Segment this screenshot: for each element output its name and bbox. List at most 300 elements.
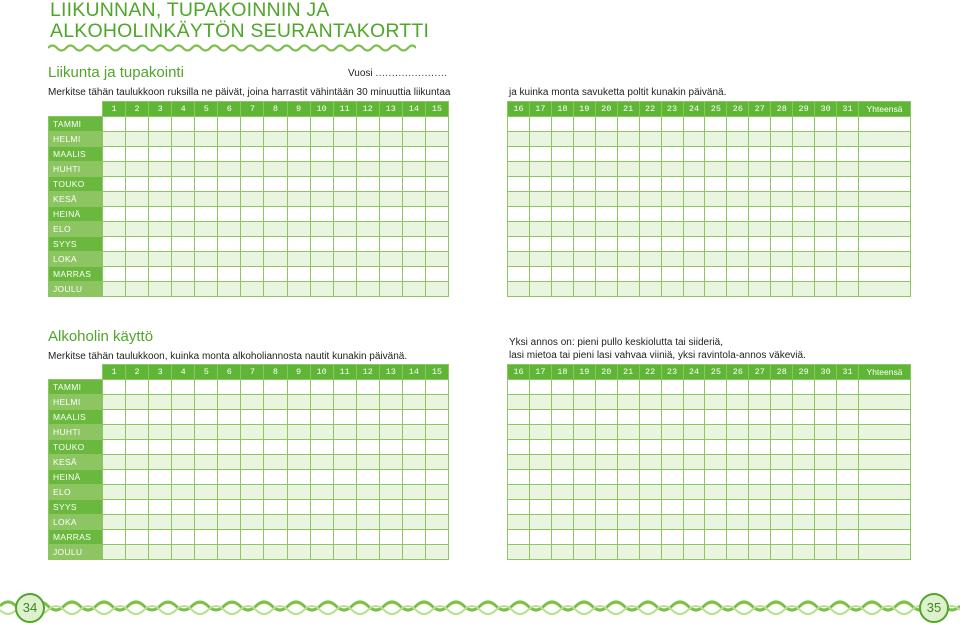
smoking-entry-cell[interactable] — [595, 117, 617, 132]
alcohol-left-entry-cell[interactable] — [195, 530, 218, 545]
alcohol-left-entry-cell[interactable] — [103, 395, 126, 410]
alcohol-right-entry-cell[interactable] — [639, 455, 661, 470]
alcohol-right-entry-cell[interactable] — [508, 395, 530, 410]
exercise-entry-cell[interactable] — [149, 162, 172, 177]
alcohol-right-total-cell[interactable] — [859, 485, 911, 500]
alcohol-right-entry-cell[interactable] — [683, 425, 705, 440]
alcohol-right-entry-cell[interactable] — [595, 530, 617, 545]
exercise-entry-cell[interactable] — [172, 117, 195, 132]
exercise-entry-cell[interactable] — [287, 267, 310, 282]
alcohol-left-entry-cell[interactable] — [287, 425, 310, 440]
alcohol-right-entry-cell[interactable] — [771, 470, 793, 485]
smoking-entry-cell[interactable] — [573, 177, 595, 192]
exercise-entry-cell[interactable] — [195, 267, 218, 282]
exercise-entry-cell[interactable] — [264, 147, 287, 162]
smoking-entry-cell[interactable] — [815, 222, 837, 237]
smoking-entry-cell[interactable] — [815, 117, 837, 132]
alcohol-right-entry-cell[interactable] — [529, 410, 551, 425]
exercise-entry-cell[interactable] — [218, 162, 241, 177]
exercise-entry-cell[interactable] — [425, 132, 448, 147]
exercise-entry-cell[interactable] — [172, 177, 195, 192]
alcohol-right-entry-cell[interactable] — [683, 485, 705, 500]
smoking-entry-cell[interactable] — [705, 207, 727, 222]
smoking-entry-cell[interactable] — [595, 132, 617, 147]
exercise-entry-cell[interactable] — [149, 222, 172, 237]
exercise-entry-cell[interactable] — [264, 132, 287, 147]
alcohol-right-total-cell[interactable] — [859, 515, 911, 530]
alcohol-left-entry-cell[interactable] — [149, 410, 172, 425]
alcohol-right-entry-cell[interactable] — [683, 515, 705, 530]
exercise-entry-cell[interactable] — [241, 132, 264, 147]
alcohol-right-entry-cell[interactable] — [705, 440, 727, 455]
alcohol-right-entry-cell[interactable] — [771, 410, 793, 425]
alcohol-left-entry-cell[interactable] — [379, 530, 402, 545]
exercise-entry-cell[interactable] — [195, 282, 218, 297]
smoking-entry-cell[interactable] — [683, 237, 705, 252]
alcohol-left-entry-cell[interactable] — [310, 485, 333, 500]
smoking-entry-cell[interactable] — [705, 177, 727, 192]
smoking-entry-cell[interactable] — [508, 117, 530, 132]
alcohol-left-entry-cell[interactable] — [126, 440, 149, 455]
smoking-entry-cell[interactable] — [529, 237, 551, 252]
alcohol-left-entry-cell[interactable] — [172, 395, 195, 410]
smoking-entry-cell[interactable] — [683, 162, 705, 177]
exercise-entry-cell[interactable] — [126, 117, 149, 132]
smoking-entry-cell[interactable] — [595, 282, 617, 297]
alcohol-right-entry-cell[interactable] — [815, 545, 837, 560]
alcohol-left-entry-cell[interactable] — [333, 425, 356, 440]
alcohol-right-entry-cell[interactable] — [727, 425, 749, 440]
alcohol-left-entry-cell[interactable] — [264, 500, 287, 515]
alcohol-left-entry-cell[interactable] — [126, 515, 149, 530]
alcohol-left-entry-cell[interactable] — [356, 395, 379, 410]
alcohol-left-entry-cell[interactable] — [126, 485, 149, 500]
smoking-entry-cell[interactable] — [639, 117, 661, 132]
exercise-entry-cell[interactable] — [310, 192, 333, 207]
exercise-entry-cell[interactable] — [402, 252, 425, 267]
smoking-entry-cell[interactable] — [793, 237, 815, 252]
smoking-total-cell[interactable] — [859, 207, 911, 222]
smoking-entry-cell[interactable] — [661, 252, 683, 267]
alcohol-right-entry-cell[interactable] — [793, 380, 815, 395]
alcohol-left-entry-cell[interactable] — [264, 440, 287, 455]
alcohol-right-entry-cell[interactable] — [705, 545, 727, 560]
smoking-entry-cell[interactable] — [727, 222, 749, 237]
smoking-entry-cell[interactable] — [793, 252, 815, 267]
alcohol-left-entry-cell[interactable] — [402, 470, 425, 485]
alcohol-right-entry-cell[interactable] — [837, 515, 859, 530]
exercise-entry-cell[interactable] — [287, 147, 310, 162]
exercise-entry-cell[interactable] — [264, 237, 287, 252]
smoking-entry-cell[interactable] — [793, 147, 815, 162]
alcohol-left-entry-cell[interactable] — [149, 485, 172, 500]
alcohol-right-entry-cell[interactable] — [749, 530, 771, 545]
alcohol-left-entry-cell[interactable] — [195, 470, 218, 485]
exercise-entry-cell[interactable] — [103, 222, 126, 237]
smoking-entry-cell[interactable] — [683, 252, 705, 267]
exercise-entry-cell[interactable] — [402, 162, 425, 177]
alcohol-right-entry-cell[interactable] — [508, 500, 530, 515]
alcohol-left-entry-cell[interactable] — [379, 425, 402, 440]
alcohol-left-entry-cell[interactable] — [218, 425, 241, 440]
alcohol-right-entry-cell[interactable] — [551, 395, 573, 410]
exercise-entry-cell[interactable] — [402, 192, 425, 207]
alcohol-right-entry-cell[interactable] — [683, 410, 705, 425]
smoking-entry-cell[interactable] — [529, 117, 551, 132]
smoking-entry-cell[interactable] — [837, 252, 859, 267]
smoking-entry-cell[interactable] — [771, 147, 793, 162]
exercise-entry-cell[interactable] — [195, 222, 218, 237]
exercise-entry-cell[interactable] — [333, 237, 356, 252]
smoking-entry-cell[interactable] — [771, 132, 793, 147]
alcohol-right-entry-cell[interactable] — [529, 440, 551, 455]
alcohol-right-entry-cell[interactable] — [595, 500, 617, 515]
alcohol-right-entry-cell[interactable] — [793, 530, 815, 545]
alcohol-right-entry-cell[interactable] — [683, 440, 705, 455]
alcohol-left-entry-cell[interactable] — [172, 440, 195, 455]
exercise-entry-cell[interactable] — [379, 177, 402, 192]
exercise-entry-cell[interactable] — [172, 267, 195, 282]
alcohol-left-entry-cell[interactable] — [287, 395, 310, 410]
smoking-entry-cell[interactable] — [705, 267, 727, 282]
alcohol-right-entry-cell[interactable] — [727, 470, 749, 485]
alcohol-right-entry-cell[interactable] — [508, 485, 530, 500]
exercise-entry-cell[interactable] — [402, 222, 425, 237]
alcohol-right-total-cell[interactable] — [859, 425, 911, 440]
alcohol-left-entry-cell[interactable] — [425, 485, 448, 500]
exercise-entry-cell[interactable] — [379, 252, 402, 267]
exercise-entry-cell[interactable] — [379, 132, 402, 147]
alcohol-right-entry-cell[interactable] — [837, 500, 859, 515]
smoking-entry-cell[interactable] — [837, 132, 859, 147]
exercise-entry-cell[interactable] — [402, 237, 425, 252]
alcohol-right-entry-cell[interactable] — [529, 380, 551, 395]
exercise-entry-cell[interactable] — [218, 147, 241, 162]
smoking-entry-cell[interactable] — [529, 147, 551, 162]
smoking-entry-cell[interactable] — [661, 222, 683, 237]
alcohol-right-entry-cell[interactable] — [639, 530, 661, 545]
smoking-total-cell[interactable] — [859, 147, 911, 162]
alcohol-left-entry-cell[interactable] — [195, 410, 218, 425]
smoking-entry-cell[interactable] — [727, 162, 749, 177]
exercise-entry-cell[interactable] — [333, 282, 356, 297]
alcohol-left-entry-cell[interactable] — [287, 515, 310, 530]
smoking-entry-cell[interactable] — [793, 267, 815, 282]
exercise-entry-cell[interactable] — [241, 222, 264, 237]
smoking-entry-cell[interactable] — [837, 222, 859, 237]
alcohol-right-entry-cell[interactable] — [529, 545, 551, 560]
alcohol-right-entry-cell[interactable] — [683, 395, 705, 410]
smoking-entry-cell[interactable] — [508, 147, 530, 162]
smoking-entry-cell[interactable] — [617, 222, 639, 237]
alcohol-left-entry-cell[interactable] — [310, 395, 333, 410]
alcohol-left-entry-cell[interactable] — [402, 515, 425, 530]
exercise-entry-cell[interactable] — [264, 117, 287, 132]
alcohol-right-entry-cell[interactable] — [617, 425, 639, 440]
smoking-entry-cell[interactable] — [749, 132, 771, 147]
alcohol-left-entry-cell[interactable] — [425, 410, 448, 425]
exercise-entry-cell[interactable] — [402, 117, 425, 132]
alcohol-right-entry-cell[interactable] — [617, 515, 639, 530]
alcohol-right-entry-cell[interactable] — [771, 425, 793, 440]
exercise-entry-cell[interactable] — [149, 177, 172, 192]
exercise-entry-cell[interactable] — [241, 237, 264, 252]
alcohol-right-entry-cell[interactable] — [661, 425, 683, 440]
alcohol-left-entry-cell[interactable] — [126, 395, 149, 410]
smoking-entry-cell[interactable] — [573, 222, 595, 237]
alcohol-right-entry-cell[interactable] — [837, 455, 859, 470]
alcohol-right-entry-cell[interactable] — [617, 395, 639, 410]
alcohol-left-entry-cell[interactable] — [103, 380, 126, 395]
alcohol-left-entry-cell[interactable] — [333, 455, 356, 470]
smoking-entry-cell[interactable] — [639, 282, 661, 297]
exercise-entry-cell[interactable] — [218, 132, 241, 147]
alcohol-left-entry-cell[interactable] — [218, 380, 241, 395]
exercise-entry-cell[interactable] — [241, 192, 264, 207]
exercise-entry-cell[interactable] — [264, 162, 287, 177]
alcohol-left-entry-cell[interactable] — [218, 395, 241, 410]
smoking-entry-cell[interactable] — [793, 117, 815, 132]
alcohol-right-entry-cell[interactable] — [749, 500, 771, 515]
alcohol-left-entry-cell[interactable] — [241, 455, 264, 470]
alcohol-right-entry-cell[interactable] — [793, 440, 815, 455]
smoking-entry-cell[interactable] — [683, 177, 705, 192]
smoking-entry-cell[interactable] — [508, 177, 530, 192]
alcohol-right-entry-cell[interactable] — [815, 470, 837, 485]
alcohol-right-entry-cell[interactable] — [595, 380, 617, 395]
year-field[interactable] — [348, 68, 448, 79]
alcohol-left-entry-cell[interactable] — [149, 455, 172, 470]
alcohol-right-entry-cell[interactable] — [661, 530, 683, 545]
smoking-entry-cell[interactable] — [617, 117, 639, 132]
smoking-entry-cell[interactable] — [837, 267, 859, 282]
smoking-entry-cell[interactable] — [771, 177, 793, 192]
alcohol-left-entry-cell[interactable] — [402, 455, 425, 470]
exercise-entry-cell[interactable] — [126, 132, 149, 147]
alcohol-left-entry-cell[interactable] — [333, 440, 356, 455]
exercise-entry-cell[interactable] — [287, 207, 310, 222]
alcohol-right-total-cell[interactable] — [859, 500, 911, 515]
smoking-entry-cell[interactable] — [815, 162, 837, 177]
exercise-entry-cell[interactable] — [103, 132, 126, 147]
smoking-entry-cell[interactable] — [815, 132, 837, 147]
smoking-entry-cell[interactable] — [749, 117, 771, 132]
smoking-entry-cell[interactable] — [617, 237, 639, 252]
smoking-entry-cell[interactable] — [573, 237, 595, 252]
alcohol-left-entry-cell[interactable] — [310, 500, 333, 515]
exercise-entry-cell[interactable] — [172, 147, 195, 162]
alcohol-right-entry-cell[interactable] — [683, 500, 705, 515]
alcohol-left-entry-cell[interactable] — [287, 455, 310, 470]
exercise-entry-cell[interactable] — [356, 267, 379, 282]
smoking-entry-cell[interactable] — [683, 207, 705, 222]
alcohol-right-entry-cell[interactable] — [573, 455, 595, 470]
alcohol-left-entry-cell[interactable] — [425, 530, 448, 545]
alcohol-right-entry-cell[interactable] — [573, 545, 595, 560]
alcohol-left-entry-cell[interactable] — [425, 545, 448, 560]
alcohol-left-entry-cell[interactable] — [425, 470, 448, 485]
alcohol-right-entry-cell[interactable] — [639, 425, 661, 440]
smoking-entry-cell[interactable] — [529, 192, 551, 207]
exercise-entry-cell[interactable] — [149, 132, 172, 147]
exercise-entry-cell[interactable] — [149, 267, 172, 282]
smoking-entry-cell[interactable] — [573, 192, 595, 207]
alcohol-right-entry-cell[interactable] — [529, 530, 551, 545]
alcohol-right-entry-cell[interactable] — [595, 515, 617, 530]
exercise-entry-cell[interactable] — [287, 282, 310, 297]
exercise-entry-cell[interactable] — [333, 252, 356, 267]
smoking-entry-cell[interactable] — [749, 222, 771, 237]
exercise-entry-cell[interactable] — [310, 207, 333, 222]
alcohol-right-entry-cell[interactable] — [705, 530, 727, 545]
smoking-entry-cell[interactable] — [639, 192, 661, 207]
smoking-entry-cell[interactable] — [661, 177, 683, 192]
smoking-entry-cell[interactable] — [837, 282, 859, 297]
exercise-entry-cell[interactable] — [195, 252, 218, 267]
exercise-entry-cell[interactable] — [379, 192, 402, 207]
alcohol-right-entry-cell[interactable] — [749, 470, 771, 485]
alcohol-right-entry-cell[interactable] — [508, 440, 530, 455]
smoking-entry-cell[interactable] — [705, 147, 727, 162]
exercise-entry-cell[interactable] — [356, 132, 379, 147]
alcohol-left-entry-cell[interactable] — [103, 500, 126, 515]
alcohol-left-entry-cell[interactable] — [241, 410, 264, 425]
exercise-entry-cell[interactable] — [218, 207, 241, 222]
alcohol-right-entry-cell[interactable] — [595, 545, 617, 560]
exercise-entry-cell[interactable] — [356, 207, 379, 222]
exercise-entry-cell[interactable] — [103, 192, 126, 207]
exercise-entry-cell[interactable] — [333, 267, 356, 282]
alcohol-right-entry-cell[interactable] — [661, 380, 683, 395]
alcohol-left-entry-cell[interactable] — [333, 485, 356, 500]
alcohol-right-entry-cell[interactable] — [793, 425, 815, 440]
alcohol-left-entry-cell[interactable] — [149, 380, 172, 395]
exercise-entry-cell[interactable] — [264, 177, 287, 192]
alcohol-left-entry-cell[interactable] — [241, 395, 264, 410]
alcohol-left-entry-cell[interactable] — [333, 545, 356, 560]
smoking-entry-cell[interactable] — [529, 177, 551, 192]
smoking-entry-cell[interactable] — [639, 177, 661, 192]
smoking-total-cell[interactable] — [859, 177, 911, 192]
alcohol-left-entry-cell[interactable] — [356, 545, 379, 560]
alcohol-left-entry-cell[interactable] — [264, 530, 287, 545]
smoking-entry-cell[interactable] — [551, 282, 573, 297]
exercise-entry-cell[interactable] — [425, 162, 448, 177]
alcohol-left-entry-cell[interactable] — [172, 455, 195, 470]
alcohol-right-entry-cell[interactable] — [837, 440, 859, 455]
alcohol-left-entry-cell[interactable] — [218, 455, 241, 470]
alcohol-left-entry-cell[interactable] — [333, 410, 356, 425]
alcohol-right-entry-cell[interactable] — [661, 470, 683, 485]
exercise-entry-cell[interactable] — [264, 192, 287, 207]
smoking-entry-cell[interactable] — [837, 177, 859, 192]
alcohol-right-entry-cell[interactable] — [683, 545, 705, 560]
alcohol-right-entry-cell[interactable] — [639, 395, 661, 410]
smoking-entry-cell[interactable] — [508, 207, 530, 222]
alcohol-left-entry-cell[interactable] — [103, 545, 126, 560]
alcohol-right-entry-cell[interactable] — [661, 440, 683, 455]
alcohol-right-entry-cell[interactable] — [815, 410, 837, 425]
alcohol-right-entry-cell[interactable] — [661, 410, 683, 425]
exercise-entry-cell[interactable] — [333, 162, 356, 177]
smoking-entry-cell[interactable] — [639, 147, 661, 162]
exercise-entry-cell[interactable] — [241, 147, 264, 162]
alcohol-left-entry-cell[interactable] — [126, 410, 149, 425]
alcohol-left-entry-cell[interactable] — [356, 410, 379, 425]
alcohol-left-entry-cell[interactable] — [264, 425, 287, 440]
alcohol-left-entry-cell[interactable] — [356, 425, 379, 440]
alcohol-right-entry-cell[interactable] — [793, 470, 815, 485]
exercise-entry-cell[interactable] — [425, 117, 448, 132]
exercise-entry-cell[interactable] — [287, 117, 310, 132]
alcohol-right-entry-cell[interactable] — [639, 500, 661, 515]
alcohol-right-entry-cell[interactable] — [639, 440, 661, 455]
alcohol-left-entry-cell[interactable] — [172, 380, 195, 395]
exercise-entry-cell[interactable] — [402, 267, 425, 282]
exercise-entry-cell[interactable] — [241, 117, 264, 132]
alcohol-left-entry-cell[interactable] — [379, 545, 402, 560]
alcohol-right-entry-cell[interactable] — [573, 515, 595, 530]
smoking-entry-cell[interactable] — [771, 192, 793, 207]
alcohol-left-entry-cell[interactable] — [149, 425, 172, 440]
alcohol-left-entry-cell[interactable] — [218, 500, 241, 515]
smoking-entry-cell[interactable] — [617, 267, 639, 282]
smoking-entry-cell[interactable] — [815, 267, 837, 282]
smoking-entry-cell[interactable] — [551, 237, 573, 252]
alcohol-right-entry-cell[interactable] — [727, 545, 749, 560]
alcohol-right-total-cell[interactable] — [859, 470, 911, 485]
smoking-entry-cell[interactable] — [639, 222, 661, 237]
alcohol-left-entry-cell[interactable] — [218, 440, 241, 455]
exercise-entry-cell[interactable] — [103, 267, 126, 282]
exercise-entry-cell[interactable] — [126, 162, 149, 177]
alcohol-left-entry-cell[interactable] — [103, 485, 126, 500]
smoking-entry-cell[interactable] — [727, 282, 749, 297]
exercise-entry-cell[interactable] — [333, 177, 356, 192]
alcohol-right-entry-cell[interactable] — [683, 380, 705, 395]
smoking-entry-cell[interactable] — [815, 252, 837, 267]
alcohol-left-entry-cell[interactable] — [195, 440, 218, 455]
alcohol-left-entry-cell[interactable] — [241, 530, 264, 545]
exercise-entry-cell[interactable] — [172, 252, 195, 267]
smoking-entry-cell[interactable] — [749, 282, 771, 297]
smoking-entry-cell[interactable] — [749, 237, 771, 252]
alcohol-left-entry-cell[interactable] — [425, 500, 448, 515]
alcohol-left-entry-cell[interactable] — [425, 515, 448, 530]
alcohol-left-entry-cell[interactable] — [425, 425, 448, 440]
alcohol-left-entry-cell[interactable] — [218, 545, 241, 560]
exercise-entry-cell[interactable] — [333, 117, 356, 132]
exercise-entry-cell[interactable] — [287, 162, 310, 177]
alcohol-right-entry-cell[interactable] — [639, 470, 661, 485]
alcohol-left-entry-cell[interactable] — [379, 515, 402, 530]
exercise-entry-cell[interactable] — [264, 252, 287, 267]
alcohol-right-entry-cell[interactable] — [727, 380, 749, 395]
alcohol-right-entry-cell[interactable] — [595, 425, 617, 440]
alcohol-right-entry-cell[interactable] — [551, 455, 573, 470]
smoking-entry-cell[interactable] — [573, 207, 595, 222]
alcohol-right-entry-cell[interactable] — [837, 380, 859, 395]
smoking-entry-cell[interactable] — [793, 207, 815, 222]
exercise-entry-cell[interactable] — [241, 267, 264, 282]
alcohol-left-entry-cell[interactable] — [103, 530, 126, 545]
alcohol-left-entry-cell[interactable] — [287, 500, 310, 515]
exercise-entry-cell[interactable] — [425, 192, 448, 207]
alcohol-right-entry-cell[interactable] — [727, 395, 749, 410]
alcohol-right-entry-cell[interactable] — [617, 485, 639, 500]
alcohol-right-entry-cell[interactable] — [837, 470, 859, 485]
exercise-entry-cell[interactable] — [287, 222, 310, 237]
